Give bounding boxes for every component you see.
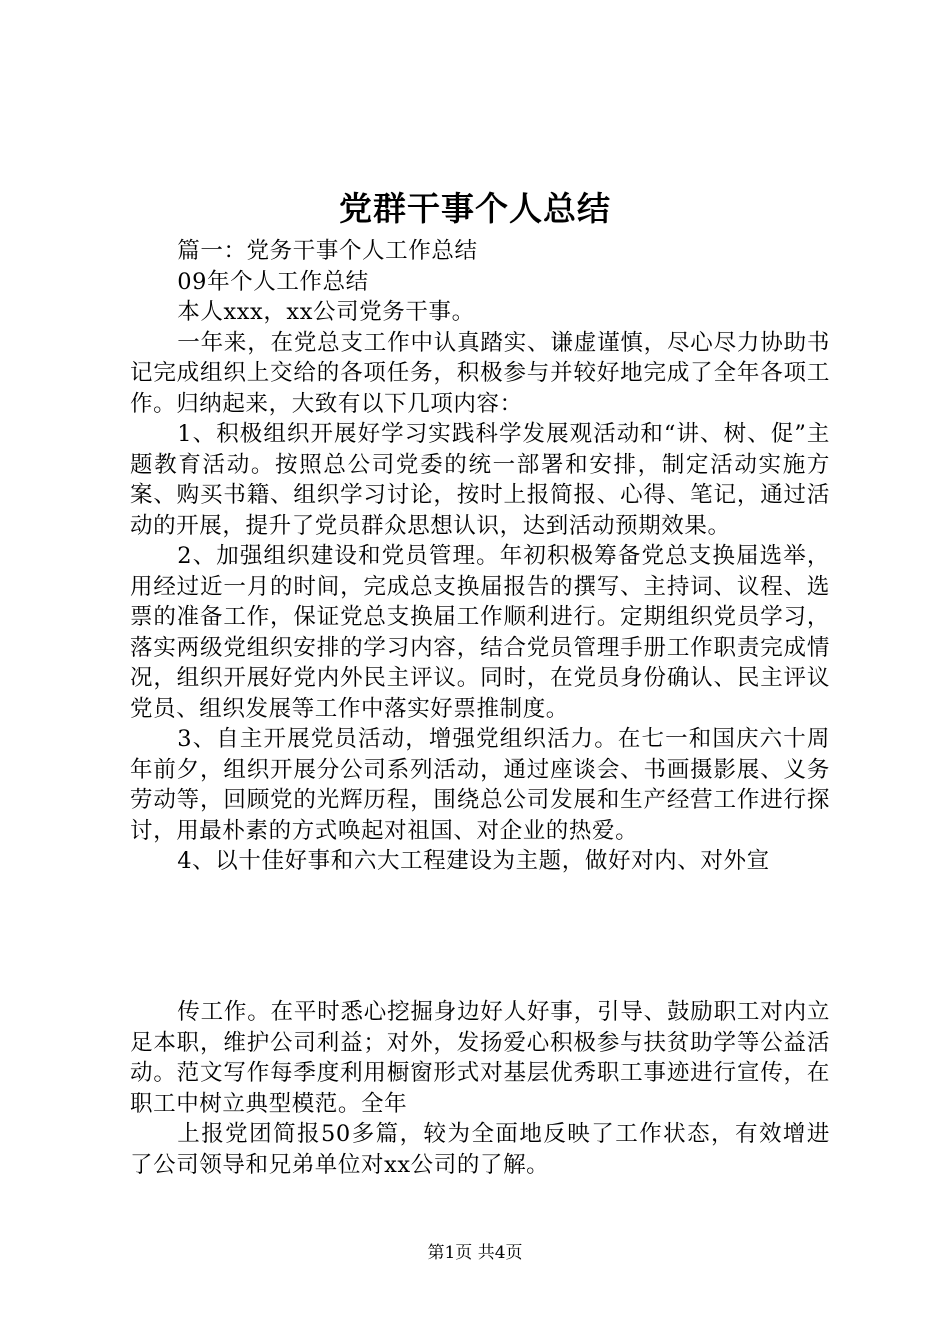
paragraph-item-2: 2、加强组织建设和党员管理。年初积极筹备党总支换届选举，用经过近一月的时间，完成总支换届报告的撰写、主持词、议程、选票的准备工作，保证党总支换届工作顺利进行。定期组织党员学习，落实两级党组织安排的学习内容，结合党员管理手册工作职责完成情况，组织开展好党内外民主评议。同时，在党员身份确认、民主评议党员、组织发展等工作中落实好票推制度。 (130, 543, 830, 722)
section-heading: 篇一：党务干事个人工作总结 (177, 238, 478, 264)
body-text-block-1 (130, 236, 830, 877)
paragraph-report-summary: 上报党团简报50多篇，较为全面地反映了工作状态，有效增进了公司领导和兄弟单位对xx公司的了解。 (130, 1121, 830, 1178)
paragraph-item-3: 3、自主开展党员活动，增强党组织活力。在七一和国庆六十周年前夕，组织开展分公司系列活动，通过座谈会、书画摄影展、义务劳动等，回顾党的光辉历程，围绕总公司发展和生产经营工作进行探讨，用最朴素的方式唤起对祖国、对企业的热爱。 (130, 726, 830, 844)
paragraph-intro: 本人xxx，xx公司党务干事。 (177, 299, 475, 325)
paragraph-item-4-continued: 传工作。在平时悉心挖掘身边好人好事，引导、鼓励职工对内立足本职，维护公司利益；对外，发扬爱心积极参与扶贫助学等公益活动。范文写作每季度利用橱窗形式对基层优秀职工事迹进行宣传，在职工中树立典型模范。全年 (130, 999, 830, 1117)
paragraph-item-4-start: 4、以十佳好事和六大工程建设为主题，做好对内、对外宣 (177, 848, 770, 874)
paragraph-overview: 一年来，在党总支工作中认真踏实、谦虚谨慎，尽心尽力协助书记完成组织上交给的各项任务，积极参与并较好地完成了全年各项工作。归纳起来，大致有以下几项内容： (130, 329, 830, 417)
document-title: 党群干事个人总结 (339, 189, 611, 228)
page-footer: 第1页 共4页 (427, 1243, 523, 1263)
body-text-block-2 (130, 997, 830, 1180)
paragraph-item-1: 1、积极组织开展好学习实践科学发展观活动和“讲、树、促”主题教育活动。按照总公司党委的统一部署和安排，制定活动实施方案、购买书籍、组织学习讨论，按时上报简报、心得、笔记，通过活动的开展，提升了党员群众思想认识，达到活动预期效果。 (130, 421, 830, 539)
subheading: 09年个人工作总结 (177, 268, 369, 295)
